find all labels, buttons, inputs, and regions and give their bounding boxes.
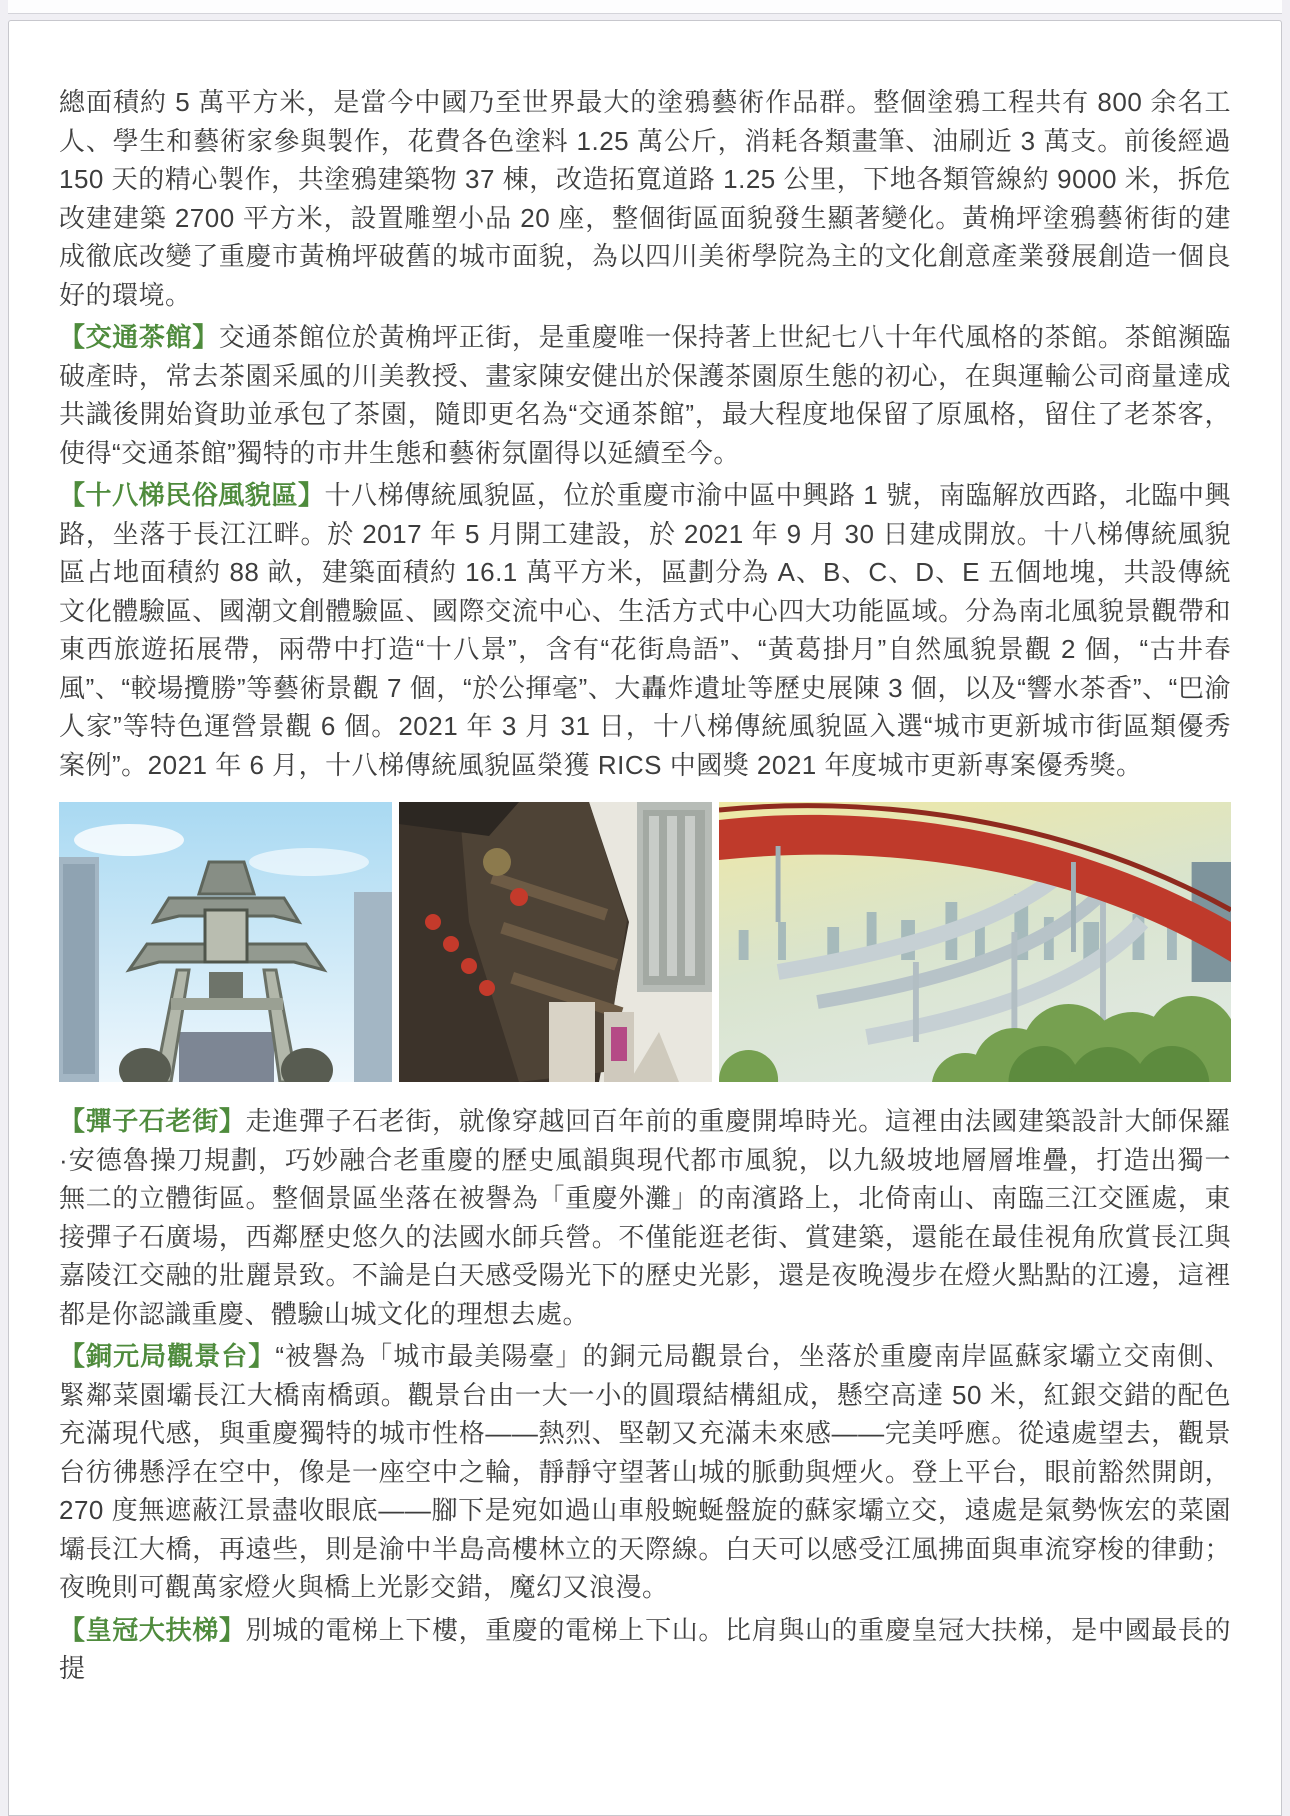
stone-archway-photo bbox=[59, 802, 392, 1082]
paragraph-text: “被譽為「城市最美陽臺」的銅元局觀景台，坐落於重慶南岸區蘇家壩立交南側、緊鄰菜園壩長江大橋南橋頭。觀景台由一大一小的圓環結構組成，懸空高達 50 米，紅銀交錯的配色充滿現代感，與重慶獨特的城市性格——熱烈、堅韌又充滿未來感——完美呼應。從遠處望去，觀景台彷彿懸浮在空中，像是一座空中之輪，靜靜守望著山城的脈動與煙火。登上平台，眼前豁然開朗，270 度無遮蔽江景盡收眼底——腳下是宛如過山車般蜿蜒盤旋的蘇家壩立交，遠處是氣勢恢宏的菜園壩長江大橋，再遠些，則是渝中半島高樓林立的天際線。白天可以感受江風拂面與車流穿梭的律動；夜晚則可觀萬家燈火與橋上光影交錯，魔幻又浪漫。 bbox=[59, 1341, 1231, 1602]
paragraph-shibati-folk-district bbox=[59, 476, 1231, 784]
red-bridge-interchange-photo bbox=[719, 802, 1231, 1082]
section-header: 【皇冠大扶梯】 bbox=[59, 1614, 246, 1645]
paragraph-crown-escalator bbox=[59, 1611, 1231, 1688]
section-header: 【彈子石老街】 bbox=[59, 1106, 246, 1136]
paragraph-tongyuanju-viewing-deck bbox=[59, 1337, 1231, 1607]
document-page bbox=[8, 20, 1282, 1816]
paragraph-text: 走進彈子石老街，就像穿越回百年前的重慶開埠時光。這裡由法國建築設計大師保羅·安德魯操刀規劃，巧妙融合老重慶的歷史風韻與現代都市風貌，以九級坡地層層堆疊，打造出獨一無二的立體街區。整個景區坐落在被譽為「重慶外灘」的南濱路上，北倚南山、南臨三江交匯處，東接彈子石廣場，西鄰歷史悠久的法國水師兵營。不僅能逛老街、賞建築，還能在最佳視角欣賞長江與嘉陵江交融的壯麗景致。不論是白天感受陽光下的歷史光影，還是夜晚漫步在燈火點點的江邊，這裡都是你認識重慶、體驗山城文化的理想去處。 bbox=[59, 1106, 1231, 1329]
paragraph-danzishi-old-street bbox=[59, 1102, 1231, 1333]
page-content bbox=[9, 21, 1281, 1688]
old-street-lanterns-photo bbox=[399, 802, 712, 1082]
section-header: 【銅元局觀景台】 bbox=[59, 1341, 276, 1371]
paragraph-graffiti-street-stats bbox=[59, 83, 1231, 314]
paragraph-text: 交通茶館位於黃桷坪正街，是重慶唯一保持著上世紀七八十年代風格的茶館。茶館瀕臨 破產時，常去茶園采風的川美教授、畫家陳安健出於保護茶園原生態的初心，在與運輸公司商量達成 共識後開始資助並承包了茶園，隨即更名為“交通茶館”，最大程度地保留了原風格，留住了老茶客， 使得“交通茶館”獨特的市井生態和藝術氛圍得以延續至今。 bbox=[59, 322, 1231, 468]
section-header: 【十八梯民俗風貌區】 bbox=[59, 480, 325, 510]
paragraph-jiaotong-teahouse bbox=[59, 318, 1231, 472]
section-header: 【交通茶館】 bbox=[59, 322, 219, 352]
paragraph-text: 總面積約 5 萬平方米，是當今中國乃至世界最大的塗鴉藝術作品群。整個塗鴉工程共有 800 余名工人、學生和藝術家參與製作，花費各色塗料 1.25 萬公斤，消耗各類畫筆、油刷近 3 萬支。前後經過 150 天的精心製作，共塗鴉建築物 37 棟，改造拓寬道路 1.25 公里，下地各類管線約 9000 米，拆危改建建築 2700 平方米，設置雕塑小品 20 座，整個街區面貌發生顯著變化。黃桷坪塗鴉藝術街的建成徹底改變了重慶市黃桷坪破舊的城市面貌，為以四川美術學院為主的文化創意產業發展創造一個良好的環境。 bbox=[59, 87, 1231, 310]
previous-page-edge bbox=[8, 0, 1282, 14]
photo-row bbox=[59, 802, 1231, 1082]
paragraph-text: 別城的電梯上下樓，重慶的電梯上下山。比肩與山的重慶皇冠大扶梯，是中國最長的提 bbox=[59, 1614, 1231, 1683]
paragraph-text: 十八梯傳統風貌區，位於重慶市渝中區中興路 1 號，南臨解放西路，北臨中興路，坐落于長江江畔。於 2017 年 5 月開工建設，於 2021 年 9 月 30 日建成開放。十八梯傳統風貌 區占地面積約 88 畝，建築面積約 16.1 萬平方米，區劃分為 A、B、C、D、E 五個地塊，共設傳統文化體驗區、國潮文創體驗區、國際交流中心、生活方式中心四大功能區域。分為南北風貌景觀帶和東西旅遊拓展帶，兩帶中打造“十八景”，含有“花街鳥語”、“黃葛掛月”自然風貌景觀 2 個，“古井春風”、“較場攬勝”等藝術景觀 7 個，“於公揮毫”、大轟炸遺址等歷史展陳 3 個，以及“響水茶香”、“巴渝人家”等特色運營景觀 6 個。2021 年 3 月 31 日，十八梯傳統風貌區入選“城市更新城市街區類優秀案例”。2021 年 6 月，十八梯傳統風貌區榮獲 RICS 中國獎 2021 年度城市更新專案優秀獎。 bbox=[59, 480, 1231, 780]
